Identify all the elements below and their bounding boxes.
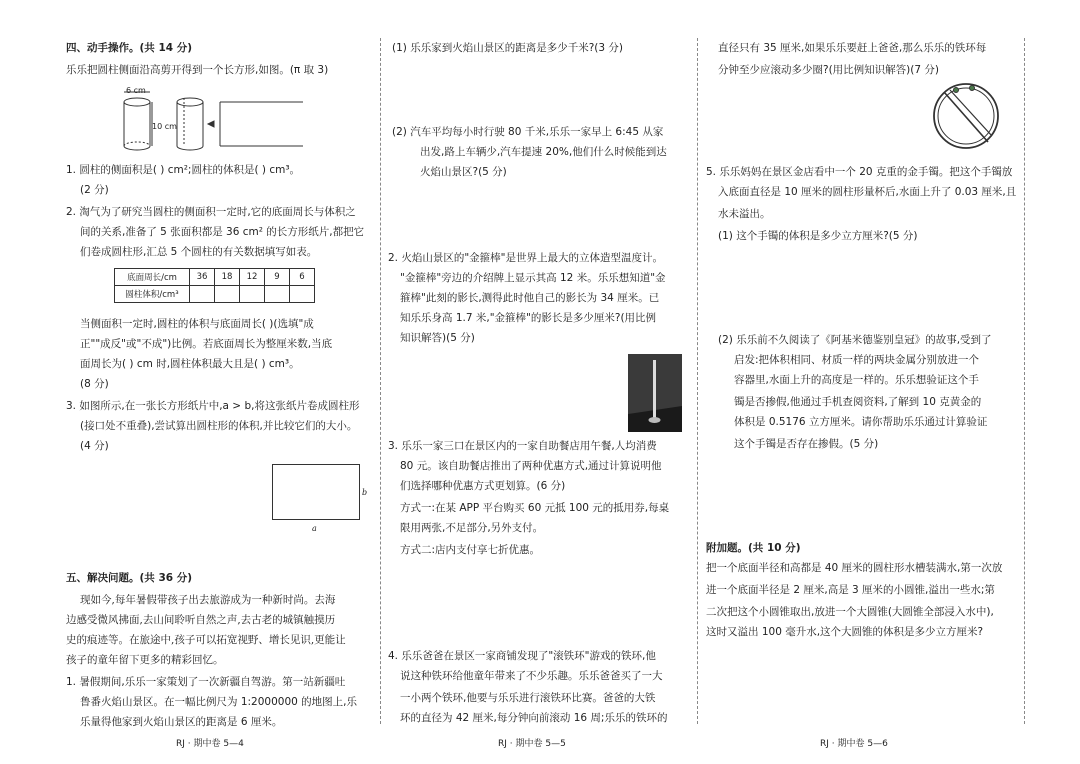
thermometer-photo <box>628 354 682 432</box>
p3-line-1: 3. 乐乐一家三口在景区内的一家自助餐店用午餐,人均消费 <box>388 440 657 452</box>
p3-line-4: 方式一:在某 APP 平台购买 60 元抵 100 元的抵用券,每桌 <box>400 502 670 514</box>
paper-rectangle <box>272 464 360 520</box>
q2-line-7: (8 分) <box>80 378 109 390</box>
table-row <box>115 286 315 303</box>
table-cell: 18 <box>215 269 240 286</box>
p5-line-1: 5. 乐乐妈妈在景区金店看中一个 20 克重的金手镯。把这个手镯放 <box>706 166 1013 178</box>
q3-line-1: 3. 如图所示,在一张长方形纸片中,a > b,将这张纸片卷成圆柱形 <box>66 400 360 412</box>
cylinder-unroll-figure <box>118 84 318 156</box>
figure-label-10cm: 10 cm <box>152 122 177 131</box>
q2-line-3: 们卷成圆柱形,汇总 5 个圆柱的有关数据填写如表。 <box>80 246 318 258</box>
table-cell: 9 <box>265 269 290 286</box>
p3-line-6: 方式二:店内支付享七折优惠。 <box>400 544 541 556</box>
story-line-1: 现如今,每年暑假带孩子出去旅游成为一种新时尚。去海 <box>80 594 336 606</box>
p5b-line-5: 体积是 0.5176 立方厘米。请你帮助乐乐通过计算验证 <box>734 416 988 428</box>
p4-continued-2: 分钟至少应滚动多少圈?(用比例知识解答)(7 分) <box>718 64 939 76</box>
p3-line-3: 们选择哪种优惠方式更划算。(6 分) <box>400 480 566 492</box>
p4-continued-1: 直径只有 35 厘米,如果乐乐要赶上爸爸,那么乐乐的铁环每 <box>718 42 987 54</box>
p4-line-1: 4. 乐乐爸爸在景区一家商铺发现了"滚铁环"游戏的铁环,他 <box>388 650 656 662</box>
section-5-title: 五、解决问题。(共 36 分) <box>66 572 193 584</box>
p2-line-1: 2. 火焰山景区的"金箍棒"是世界上最大的立体造型温度计。 <box>388 252 664 264</box>
bonus-line-3: 二次把这个小圆锥取出,放进一个大圆锥(大圆锥全部浸入水中), <box>706 606 994 618</box>
p3-line-5: 限用两张,不足部分,另外支付。 <box>400 522 544 534</box>
q1-line-2: (2 分) <box>80 184 109 196</box>
rect-label-b: b <box>362 488 368 497</box>
table-cell-blank[interactable] <box>190 286 215 303</box>
figure-label-6cm: 6 cm <box>126 86 146 95</box>
story-line-4: 孩子的童年留下更多的精彩回忆。 <box>66 654 224 666</box>
table-row-header: 圆柱体积/cm³ <box>115 286 190 303</box>
p4-line-4: 环的直径为 42 厘米,每分钟向前滚动 16 周;乐乐的铁环的 <box>400 712 668 724</box>
section-4-title: 四、动手操作。(共 14 分) <box>66 42 193 54</box>
table-cell-blank[interactable] <box>265 286 290 303</box>
p5-line-4: (1) 这个手镯的体积是多少立方厘米?(5 分) <box>718 230 918 242</box>
p1b-line-3: 火焰山景区?(5 分) <box>420 166 507 178</box>
page-footer-middle: RJ · 期中卷 5—5 <box>498 739 566 749</box>
story-line-3: 史的痕迹等。在旅途中,孩子可以拓宽视野、增长见识,更能让 <box>66 634 346 646</box>
p3-line-2: 80 元。该自助餐店推出了两种优惠方式,通过计算说明他 <box>400 460 662 472</box>
p5-line-3: 水未溢出。 <box>718 208 771 220</box>
table-cell: 36 <box>190 269 215 286</box>
p1-line-2: 鲁番火焰山景区。在一幅比例尺为 1:2000000 的地图上,乐 <box>80 696 357 708</box>
q3-line-2: (接口处不重叠),尝试算出圆柱形的体积,并比较它们的大小。 <box>80 420 358 432</box>
table-cell-blank[interactable] <box>215 286 240 303</box>
column-divider-2 <box>697 38 698 724</box>
data-table <box>114 268 315 303</box>
p1a: (1) 乐乐家到火焰山景区的距离是多少千米?(3 分) <box>392 42 623 54</box>
bonus-title: 附加题。(共 10 分) <box>706 542 801 554</box>
bonus-line-1: 把一个底面半径和高都是 40 厘米的圆柱形水槽装满水,第一次放 <box>706 562 1003 574</box>
p1-line-1: 1. 暑假期间,乐乐一家策划了一次新疆自驾游。第一站新疆吐 <box>66 676 346 688</box>
table-cell: 12 <box>240 269 265 286</box>
p5b-line-4: 镯是否掺假,他通过手机查阅资料,了解到 10 克黄金的 <box>734 396 982 408</box>
table-cell-blank[interactable] <box>290 286 315 303</box>
story-line-2: 边感受微风拂面,去山间聆听自然之声,去古老的城镇触摸历 <box>66 614 336 626</box>
p2-line-3: 箍棒"此刻的影长,测得此时他自己的影长为 34 厘米。已 <box>400 292 660 304</box>
column-divider-1 <box>380 38 381 724</box>
table-row-header: 底面周长/cm <box>115 269 190 286</box>
section-4-intro: 乐乐把圆柱侧面沿高剪开得到一个长方形,如图。(π 取 3) <box>66 64 329 76</box>
q2-line-4: 当侧面积一定时,圆柱的体积与底面周长( )(选填"成 <box>80 318 314 330</box>
bonus-line-2: 进一个底面半径是 2 厘米,高是 3 厘米的小圆锥,溢出一些水;第 <box>706 584 995 596</box>
column-divider-3 <box>1024 38 1025 724</box>
p4-line-3: 一小两个铁环,他要与乐乐进行滚铁环比赛。爸爸的大铁 <box>400 692 656 704</box>
table-row <box>115 269 315 286</box>
p5b-line-1: (2) 乐乐前不久阅读了《阿基米德鉴别皇冠》的故事,受到了 <box>718 334 992 346</box>
rect-label-a: a <box>312 524 317 533</box>
iron-hoop-figure <box>928 78 1004 150</box>
q2-line-5: 正""成反"或"不成")比例。若底面周长为整厘米数,当底 <box>80 338 333 350</box>
p2-line-2: "金箍棒"旁边的介绍牌上显示其高 12 米。乐乐想知道"金 <box>400 272 666 284</box>
bonus-line-4: 这时又溢出 100 毫升水,这个大圆锥的体积是多少立方厘米? <box>706 626 984 638</box>
p2-line-4: 知乐乐身高 1.7 米,"金箍棒"的影长是多少厘米?(用比例 <box>400 312 657 324</box>
p5b-line-6: 这个手镯是否存在掺假。(5 分) <box>734 438 879 450</box>
page-footer-right: RJ · 期中卷 5—6 <box>820 739 888 749</box>
p1b-line-2: 出发,路上车辆少,汽车提速 20%,他们什么时候能到达 <box>420 146 667 158</box>
p1-line-3: 乐量得他家到火焰山景区的距离是 6 厘米。 <box>80 716 283 728</box>
q3-line-3: (4 分) <box>80 440 109 452</box>
p1b-line-1: (2) 汽车平均每小时行驶 80 千米,乐乐一家早上 6:45 从家 <box>392 126 664 138</box>
p2-line-5: 知识解答)(5 分) <box>400 332 475 344</box>
table-cell: 6 <box>290 269 315 286</box>
p5-line-2: 入底面直径是 10 厘米的圆柱形量杯后,水面上升了 0.03 厘米,且 <box>718 186 1017 198</box>
q2-line-1: 2. 淘气为了研究当圆柱的侧面积一定时,它的底面周长与体积之 <box>66 206 356 218</box>
p5b-line-2: 启发:把体积相同、材质一样的两块金属分别放进一个 <box>734 354 980 366</box>
page-footer-left: RJ · 期中卷 5—4 <box>176 739 244 749</box>
q1-line-1: 1. 圆柱的侧面积是( ) cm²;圆柱的体积是( ) cm³。 <box>66 164 301 176</box>
table-cell-blank[interactable] <box>240 286 265 303</box>
q2-line-2: 间的关系,准备了 5 张面积都是 36 cm² 的长方形纸片,都把它 <box>80 226 365 238</box>
p5b-line-3: 容器里,水面上升的高度是一样的。乐乐想验证这个手 <box>734 374 979 386</box>
q2-line-6: 面周长为( ) cm 时,圆柱体积最大且是( ) cm³。 <box>80 358 300 370</box>
p4-line-2: 说这种铁环给他童年带来了不少乐趣。乐乐爸爸买了一大 <box>400 670 663 682</box>
